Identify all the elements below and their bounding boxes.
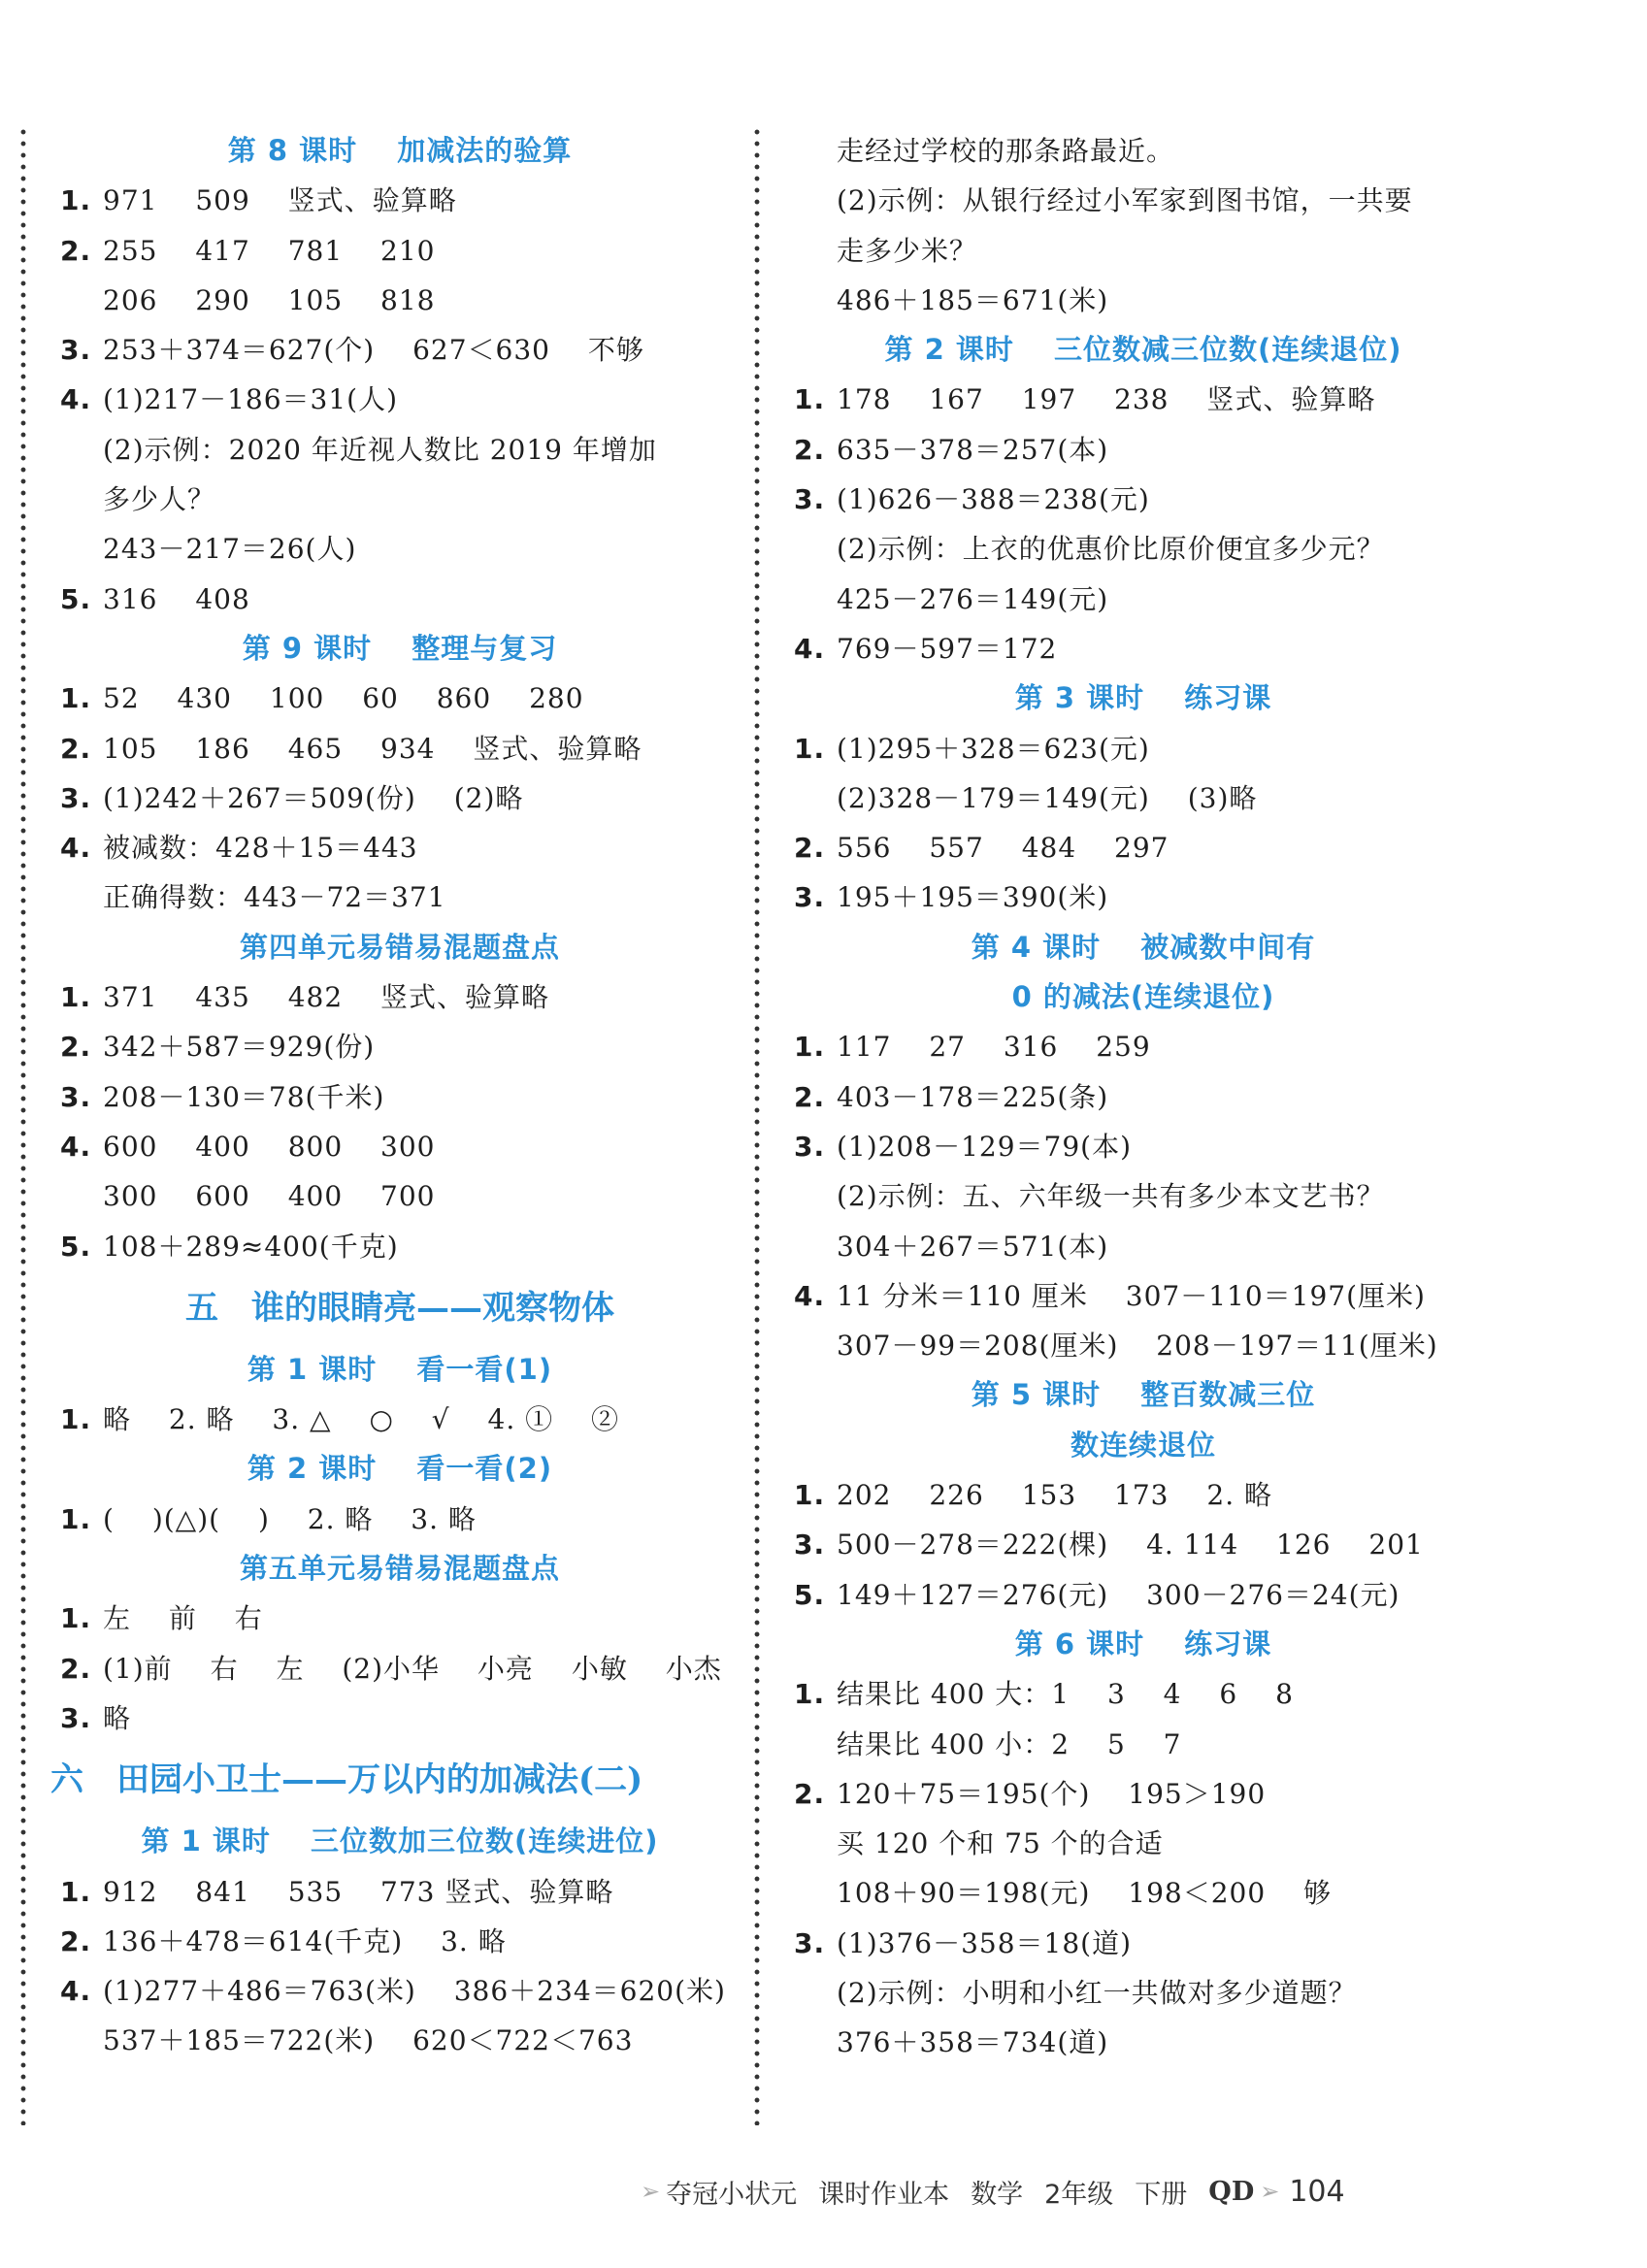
item-number: 1. <box>60 184 92 217</box>
answer-continuation: 486＋185＝671(米) <box>837 283 1109 316</box>
item-number: 3. <box>794 1130 826 1163</box>
answer-continuation: 206 290 105 818 <box>103 283 436 316</box>
item-text: (1)626－388＝238(元) <box>837 483 1150 516</box>
answer-item <box>794 1072 1493 1122</box>
answer-item <box>794 1570 1493 1620</box>
lesson-heading: 第 2 课时 三位数减三位数(连续退位) <box>884 333 1402 367</box>
answer-item <box>60 1022 740 1071</box>
answer-continuation: 300 600 400 700 <box>103 1180 436 1213</box>
item-number: 4. <box>60 832 92 865</box>
answer-item <box>794 624 1493 674</box>
lesson-heading: 第五单元易错易混题盘点 <box>239 1552 560 1586</box>
item-number: 1. <box>60 682 92 715</box>
answer-continuation: 425－276＝149(元) <box>837 582 1109 615</box>
page-number: 104 <box>1289 2174 1345 2209</box>
item-text: 769－597＝172 <box>837 632 1058 665</box>
item-text: ( )(△)( ) 2. 略 3. 略 <box>103 1502 477 1535</box>
answer-item <box>794 823 1493 872</box>
page-footer <box>641 2172 1514 2211</box>
item-text: 255 417 781 210 <box>103 234 436 267</box>
item-number: 2. <box>794 433 826 466</box>
item-number: 1. <box>794 1479 826 1512</box>
answer-item <box>60 1395 740 1444</box>
item-number: 2. <box>794 1777 826 1810</box>
item-text: 149＋127＝276(元) 300－276＝24(元) <box>837 1578 1400 1611</box>
item-text: 500－278＝222(棵) 4. 114 126 201 <box>837 1528 1424 1561</box>
item-number: 3. <box>60 1701 92 1734</box>
item-number: 4. <box>60 1130 92 1163</box>
item-text: (1)277＋486＝763(米) 386＋234＝620(米) <box>103 1975 726 2008</box>
item-text: 117 27 316 259 <box>837 1031 1151 1064</box>
item-number: 2. <box>60 732 92 765</box>
right-column <box>794 126 1493 2068</box>
answer-item <box>60 773 740 823</box>
answer-item <box>794 1122 1493 1171</box>
item-text: 208－130＝78(千米) <box>103 1080 385 1113</box>
item-text: (1)前 右 左 (2)小华 小亮 小敏 小杰 <box>103 1652 722 1685</box>
item-number: 4. <box>794 1279 826 1312</box>
lesson-heading: 第 1 课时 看一看(1) <box>247 1352 553 1386</box>
item-text: 600 400 800 300 <box>103 1130 436 1163</box>
answer-item <box>60 1966 740 2016</box>
item-text: 136＋478＝614(千克) 3. 略 <box>103 1924 507 1957</box>
answer-continuation: 正确得数：443－72＝371 <box>103 881 446 914</box>
item-text: 105 186 465 934 竖式、验算略 <box>103 732 642 765</box>
item-number: 2. <box>794 1080 826 1113</box>
item-text: (1)242＋267＝509(份) (2)略 <box>103 781 524 814</box>
item-text: 403－178＝225(条) <box>837 1080 1109 1113</box>
item-number: 2. <box>794 832 826 865</box>
item-text: 253＋374＝627(个) 627＜630 不够 <box>103 334 644 367</box>
lesson-heading: 第 3 课时 练习课 <box>1014 681 1272 715</box>
item-text: 371 435 482 竖式、验算略 <box>103 981 550 1014</box>
answer-item <box>60 226 740 276</box>
answer-item <box>794 1919 1493 1968</box>
answer-item <box>794 1271 1493 1321</box>
lesson-heading: 第 5 课时 整百数减三位 <box>971 1378 1316 1412</box>
item-text: 202 226 153 173 2. 略 <box>837 1479 1272 1512</box>
item-number: 1. <box>794 732 826 765</box>
answer-continuation: (2)328－179＝149(元) (3)略 <box>837 781 1258 814</box>
answer-item <box>60 1867 740 1917</box>
item-text: 11 分米＝110 厘米 307－110＝197(厘米) <box>837 1279 1426 1312</box>
item-text: 被减数：428＋15＝443 <box>103 832 418 865</box>
answer-item <box>794 1520 1493 1569</box>
unit-heading: 五 谁的眼睛亮——观察物体 <box>185 1288 614 1328</box>
footer-grade: 2年级 <box>1044 2179 1114 2210</box>
item-number: 2. <box>60 1924 92 1957</box>
item-number: 2. <box>60 1031 92 1064</box>
footer-brand: 夺冠小状元 <box>666 2179 798 2210</box>
item-text: 635－378＝257(本) <box>837 433 1109 466</box>
answer-continuation: (2)示例：五、六年级一共有多少本文艺书？ <box>837 1180 1385 1213</box>
answer-continuation: 结果比 400 小：2 5 7 <box>837 1727 1182 1760</box>
answer-item <box>60 1495 740 1544</box>
answer-item <box>60 1693 740 1743</box>
lesson-heading: 第 6 课时 练习课 <box>1014 1627 1272 1660</box>
answer-item <box>60 972 740 1022</box>
answer-item <box>60 823 740 872</box>
item-number: 5. <box>794 1578 826 1611</box>
answer-item <box>60 1917 740 1966</box>
item-number: 3. <box>794 881 826 914</box>
item-number: 3. <box>794 483 826 516</box>
item-number: 2. <box>60 1652 92 1685</box>
footer-arrow-icon: ➢ <box>641 2178 661 2205</box>
item-number: 4. <box>60 383 92 416</box>
item-text: (1)217－186＝31(人) <box>103 383 399 416</box>
item-number: 5. <box>60 582 92 615</box>
lesson-heading: 第 9 课时 整理与复习 <box>242 631 558 665</box>
answer-item <box>60 375 740 424</box>
item-number: 1. <box>60 1875 92 1908</box>
footer-arrow-icon: ➢ <box>1260 2178 1280 2205</box>
answer-continuation: 买 120 个和 75 个的合适 <box>837 1827 1164 1860</box>
item-number: 1. <box>794 1031 826 1064</box>
answer-continuation: (2)示例：上衣的优惠价比原价便宜多少元？ <box>837 533 1385 566</box>
answer-continuation: 108＋90＝198(元) 198＜200 够 <box>837 1877 1333 1910</box>
answer-item <box>794 425 1493 475</box>
answer-item <box>794 1470 1493 1520</box>
answer-item <box>794 1769 1493 1819</box>
answer-continuation: 304＋267＝571(本) <box>837 1230 1109 1263</box>
footer-volume: 下册 <box>1135 2179 1188 2210</box>
answer-continuation: 537＋185＝722(米) 620＜722＜763 <box>103 2024 634 2057</box>
item-number: 5. <box>60 1230 92 1263</box>
item-text: (1)376－358＝18(道) <box>837 1926 1133 1959</box>
center-dotted-divider <box>753 126 761 2125</box>
answer-continuation: 走多少米？ <box>837 234 978 267</box>
item-number: 1. <box>60 1403 92 1436</box>
answer-item <box>60 1222 740 1271</box>
item-number: 4. <box>794 632 826 665</box>
answer-item <box>60 724 740 773</box>
lesson-heading: 0 的减法(连续退位) <box>1011 980 1275 1014</box>
answer-item <box>794 1669 1493 1719</box>
item-text: 108＋289≈400(千克) <box>103 1230 399 1263</box>
item-number: 3. <box>794 1528 826 1561</box>
item-text: 195＋195＝390(米) <box>837 881 1109 914</box>
answer-item <box>60 575 740 624</box>
answer-item <box>794 872 1493 922</box>
answer-continuation: 243－217＝26(人) <box>103 533 357 566</box>
lesson-heading: 第四单元易错易混题盘点 <box>239 930 560 964</box>
left-column <box>50 126 740 2066</box>
item-number: 1. <box>60 1502 92 1535</box>
item-number: 1. <box>60 1602 92 1635</box>
lesson-heading: 第 1 课时 三位数加三位数(连续进位) <box>141 1824 659 1858</box>
answer-continuation: (2)示例：2020 年近视人数比 2019 年增加 <box>103 433 657 466</box>
answer-item <box>794 724 1493 773</box>
answer-continuation: (2)示例：小明和小红一共做对多少道题？ <box>837 1976 1357 2009</box>
lesson-heading: 第 8 课时 加减法的验算 <box>227 134 573 167</box>
item-text: 316 408 <box>103 582 250 615</box>
item-number: 3. <box>60 781 92 814</box>
item-number: 3. <box>60 1080 92 1113</box>
item-number: 1. <box>60 981 92 1014</box>
item-text: 178 167 197 238 竖式、验算略 <box>837 383 1376 416</box>
answer-item <box>794 1022 1493 1071</box>
item-text: 结果比 400 大：1 3 4 6 8 <box>837 1678 1294 1711</box>
item-number: 1. <box>794 1678 826 1711</box>
answer-item <box>794 375 1493 424</box>
item-number: 3. <box>60 334 92 367</box>
answer-item <box>60 176 740 225</box>
item-number: 2. <box>60 234 92 267</box>
answer-continuation: 走经过学校的那条路最近。 <box>837 135 1175 167</box>
answer-item <box>60 1072 740 1122</box>
answer-continuation: (2)示例：从银行经过小军家到图书馆，一共要 <box>837 184 1413 217</box>
item-number: 1. <box>794 383 826 416</box>
item-text: (1)208－129＝79(本) <box>837 1130 1133 1163</box>
item-text: (1)295＋328＝623(元) <box>837 732 1150 765</box>
answer-continuation: 多少人？ <box>103 483 216 516</box>
item-text: 556 557 484 297 <box>837 832 1169 865</box>
item-text: 略 2. 略 3. △ ○ √ 4. ① ② <box>103 1403 620 1436</box>
answer-item <box>794 475 1493 524</box>
item-text: 52 430 100 60 860 280 <box>103 682 584 715</box>
footer-book: 课时作业本 <box>818 2179 950 2210</box>
answer-item <box>60 674 740 723</box>
item-text: 912 841 535 773 竖式、验算略 <box>103 1875 614 1908</box>
footer-edition: QD <box>1208 2176 1255 2207</box>
answer-continuation: 376＋358＝734(道) <box>837 2026 1109 2059</box>
answer-item <box>60 1122 740 1171</box>
answer-item <box>60 325 740 375</box>
lesson-heading: 第 4 课时 被减数中间有 <box>971 930 1316 964</box>
item-text: 971 509 竖式、验算略 <box>103 184 457 217</box>
item-number: 3. <box>794 1926 826 1959</box>
unit-heading: 六 田园小卫士——万以内的加减法(二) <box>50 1760 643 1800</box>
item-text: 120＋75＝195(个) 195＞190 <box>837 1777 1267 1810</box>
answer-continuation: 307－99＝208(厘米) 208－197＝11(厘米) <box>837 1330 1438 1363</box>
answer-item <box>60 1644 740 1693</box>
answer-item <box>60 1594 740 1643</box>
item-number: 4. <box>60 1975 92 2008</box>
item-text: 略 <box>103 1701 132 1734</box>
item-text: 左 前 右 <box>103 1602 263 1635</box>
lesson-heading: 数连续退位 <box>1070 1428 1216 1462</box>
item-text: 342＋587＝929(份) <box>103 1031 376 1064</box>
lesson-heading: 第 2 课时 看一看(2) <box>247 1452 553 1486</box>
footer-subject: 数学 <box>971 2179 1024 2210</box>
left-dotted-divider <box>19 126 27 2125</box>
